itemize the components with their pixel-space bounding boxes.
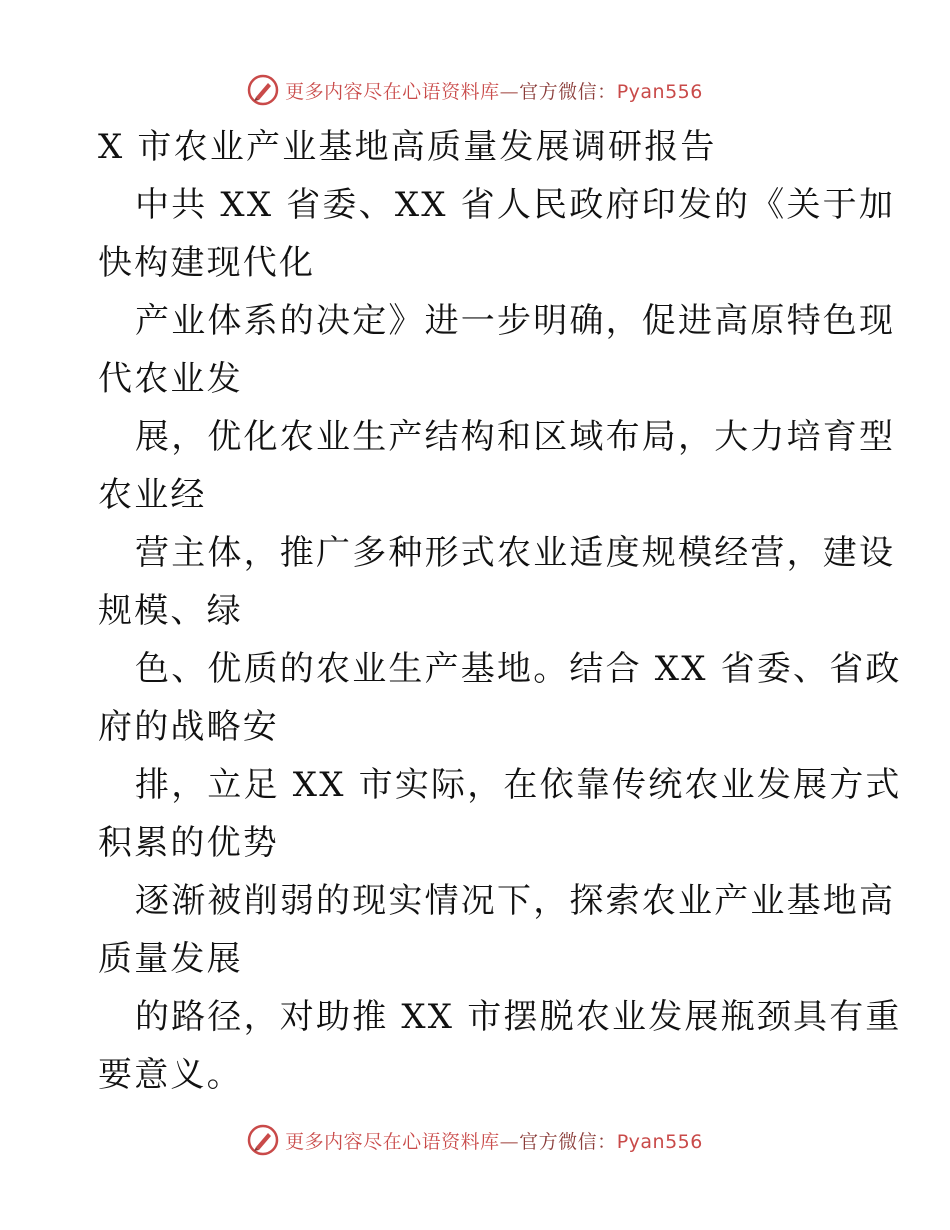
watermark-separator: — <box>499 1130 520 1153</box>
paragraph-line: 积累的优势 <box>98 823 279 863</box>
paragraph-line: 逐渐被削弱的现实情况下，探索农业产业基地高 <box>135 881 896 921</box>
watermark-brand: 更多内容尽在心语资料库 <box>285 1130 500 1153</box>
watermark-wechat-id: Pyan556 <box>616 1130 703 1153</box>
footer-watermark <box>0 1120 950 1160</box>
paragraph-line: 营主体，推广多种形式农业适度规模经营，建设 <box>135 533 896 573</box>
paragraph-line: 要意义。 <box>98 1055 243 1095</box>
watermark-text <box>285 77 703 104</box>
paragraph-line: 快构建现代化 <box>98 243 316 283</box>
watermark-wechat-label: 官方微信： <box>519 80 617 103</box>
watermark-text <box>285 1127 703 1154</box>
document-body <box>98 118 902 1104</box>
paragraph-line: 的路径，对助推 XX 市摆脱农业发展瓶颈具有重 <box>135 997 902 1037</box>
paragraph-line: 色、优质的农业生产基地。结合 XX 省委、省政 <box>135 649 902 689</box>
paragraph-line: 代农业发 <box>98 359 243 399</box>
pen-logo-icon <box>247 74 279 106</box>
paragraph-line: 排，立足 XX 市实际，在依靠传统农业发展方式 <box>135 765 902 805</box>
paragraph-line: 质量发展 <box>98 939 243 979</box>
header-watermark <box>0 70 950 110</box>
paragraph-line: 产业体系的决定》进一步明确，促进高原特色现 <box>135 301 896 341</box>
paragraph-line: 中共 XX 省委、XX 省人民政府印发的《关于加 <box>135 185 896 225</box>
paragraph-line: 农业经 <box>98 475 207 515</box>
paragraph-line: 展，优化农业生产结构和区域布局，大力培育型 <box>135 417 896 457</box>
paragraph-line: 府的战略安 <box>98 707 279 747</box>
watermark-wechat-id: Pyan556 <box>616 80 703 103</box>
watermark-wechat-label: 官方微信： <box>519 1130 617 1153</box>
pen-logo-icon <box>247 1124 279 1156</box>
watermark-brand: 更多内容尽在心语资料库 <box>285 80 500 103</box>
document-title: X 市农业产业基地高质量发展调研报告 <box>98 127 717 167</box>
paragraph-line: 规模、绿 <box>98 591 243 631</box>
watermark-separator: — <box>499 80 520 103</box>
